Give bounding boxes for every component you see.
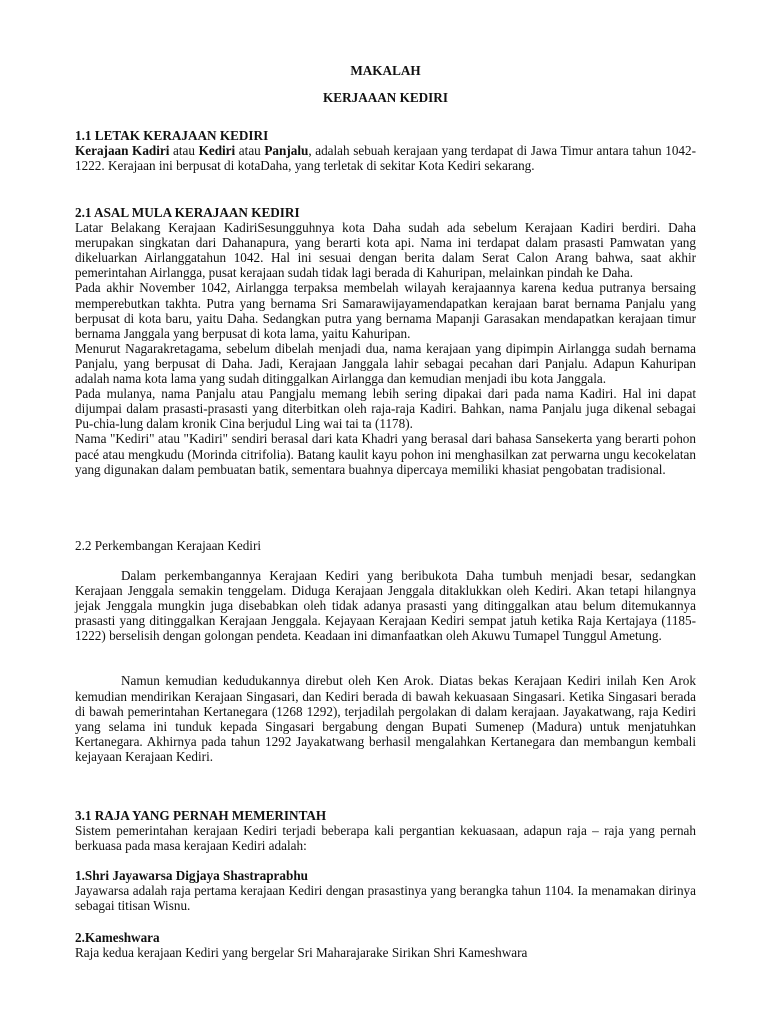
kingdom-name: Kerajaan Kadiri — [75, 143, 170, 159]
kingdom-name: Panjalu — [264, 143, 309, 159]
separator-text: atau — [235, 143, 265, 159]
paragraph-gap — [75, 643, 696, 673]
section-paragraph: Namun kemudian kedudukannya direbut oleh Ken Arok. Diatas bekas Kerajaan Kediri inilah Ken Arok kemudian mendirikan Kerajaan Singasari, dan Kediri berada di bawah kekuasaan Singasari. Ketika Singasari berada di bawah pemerintahan Kertanegara (1268 1292), terjadilah pergolakan di dalam kerajaan. Jayakatwang, raja Kediri yang selama ini tunduk kepada Singasari bergabung dengan Bupati Sumenep (Madura) untuk menjatuhkan Kertanegara. Akhirnya pada tahun 1292 Jayakatwang berhasil mengalahkan Kertanegara dan membangun kembali kejayaan Kerajaan Kediri. — [75, 673, 696, 764]
document-page — [75, 0, 696, 1024]
section-asal-mula — [75, 205, 696, 477]
king-heading: 1.Shri Jayawarsa Digjaya Shastraprabhu — [75, 868, 309, 883]
section-heading: 3.1 RAJA YANG PERNAH MEMERINTAH — [75, 808, 327, 823]
section-paragraph: Sistem pemerintahan kerajaan Kediri terjadi beberapa kali pergantian kekuasaan, adapun raja – raja yang pernah berkuasa pada masa kerajaan Kediri adalah: — [75, 823, 696, 854]
king-description: Raja kedua kerajaan Kediri yang bergelar Sri Maharajarake Sirikan Shri Kameshwara — [75, 945, 528, 961]
section-raja — [75, 808, 696, 853]
section-paragraph: Pada mulanya, nama Panjalu atau Pangjalu memang lebih sering dipakai dari pada nama Kadiri. Hal ini dapat dijumpai dalam prasasti-prasasti yang diterbitkan oleh raja-raja Kadiri. Bahkan, nama Panjalu juga dikenal sebagai Pu-chia-lung dalam kronik Cina berjudul Ling wai tai ta (1178). — [75, 386, 696, 432]
section-paragraph: Latar Belakang Kerajaan KadiriSesungguhnya kota Daha sudah ada sebelum Kerajaan Kadiri berdiri. Daha merupakan singkatan dari Dahanapura, yang berarti kota api. Nama ini terdapat dalam prasasti Pamwatan yang dikeluarkan Airlanggatahun 1042. Hal ini sesuai dengan berita dalam Serat Calon Arang bahwa, saat akhir pemerintahan Airlangga, pusat kerajaan sudah tidak lagi berada di Kahuripan, melainkan pindah ke Daha. — [75, 220, 696, 281]
separator-text: atau — [169, 143, 199, 159]
section-perkembangan — [75, 568, 696, 764]
king-entry — [75, 930, 696, 960]
section-paragraph: Nama "Kediri" atau "Kadiri" sendiri berasal dari kata Khadri yang berasal dari bahasa Sansekerta yang berarti pohon pacé atau mengkudu (Morinda citrifolia). Batang kaulit kayu pohon ini menghasilkan zat perwarna ungu kecokelatan yang digunakan dalam pembuatan batik, sementara buahnya dipercaya memiliki khasiat pengobatan tradisional. — [75, 431, 696, 477]
document-title: MAKALAH — [350, 63, 421, 78]
kingdom-name: Kediri — [198, 143, 236, 159]
king-heading: 2.Kameshwara — [75, 930, 160, 945]
section-paragraph: Pada akhir November 1042, Airlangga terpaksa membelah wilayah kerajaannya karena kedua putranya bersaing memperebutkan takhta. Putra yang bernama Sri Samarawijayamendapatkan kerajaan barat bernama Panjalu yang berpusat di kota baru, yaitu Daha. Sedangkan putra yang bernama Mapanji Garasakan mendapatkan kerajaan timur bernama Janggala yang berpusat di kota lama, yaitu Kahuripan. — [75, 280, 696, 341]
king-entry — [75, 868, 696, 913]
section-heading-perkembangan: 2.2 Perkembangan Kerajaan Kediri — [75, 538, 262, 553]
section-letak-kerajaan — [75, 128, 696, 173]
king-description: Jayawarsa adalah raja pertama kerajaan Kediri dengan prasastinya yang berangka tahun 1104. Ia menamakan dirinya sebagai titisan Wisnu. — [75, 883, 696, 914]
section-paragraph — [75, 143, 696, 173]
section-paragraph: Menurut Nagarakretagama, sebelum dibelah menjadi dua, nama kerajaan yang dipimpin Airlangga sudah bernama Panjalu, yang berpusat di Daha. Jadi, Kerajaan Janggala lahir sebagai pecahan dari Panjalu. Adapun Kahuripan adalah nama kota lama yang sudah ditinggalkan Airlangga dan kemudian menjadi ibu kota Janggala. — [75, 340, 696, 387]
section-paragraph: Dalam perkembangannya Kerajaan Kediri yang beribukota Daha tumbuh menjadi besar, sedangkan Kerajaan Jenggala semakin tenggelam. Diduga Kerajaan Jenggala ditaklukkan oleh Kediri. Akan tetapi hilangnya jejak Jenggala mungkin juga disebabkan oleh tidak adanya prasasti yang ditinggalkan atau belum ditemukannya prasasti yang ditinggalkan Kerajaan Jenggala. Kejayaan Kerajaan Kediri sempat jatuh ketika Raja Kertajaya (1185-1222) berselisih dengan golongan pendeta. Keadaan ini dimanfaatkan oleh Akuwu Tumapel Tunggul Ametung. — [75, 568, 696, 644]
section-heading: 1.1 LETAK KERAJAAN KEDIRI — [75, 128, 269, 143]
document-subtitle: KERJAAAN KEDIRI — [323, 90, 448, 105]
paragraph-text: , adalah sebuah kerajaan yang terdapat di Jawa Timur antara tahun 1042-1222. Kerajaan ini berpusat di kotaDaha, yang terletak di sekitar Kota Kediri sekarang. — [75, 143, 697, 174]
section-heading: 2.1 ASAL MULA KERAJAAN KEDIRI — [75, 205, 300, 220]
